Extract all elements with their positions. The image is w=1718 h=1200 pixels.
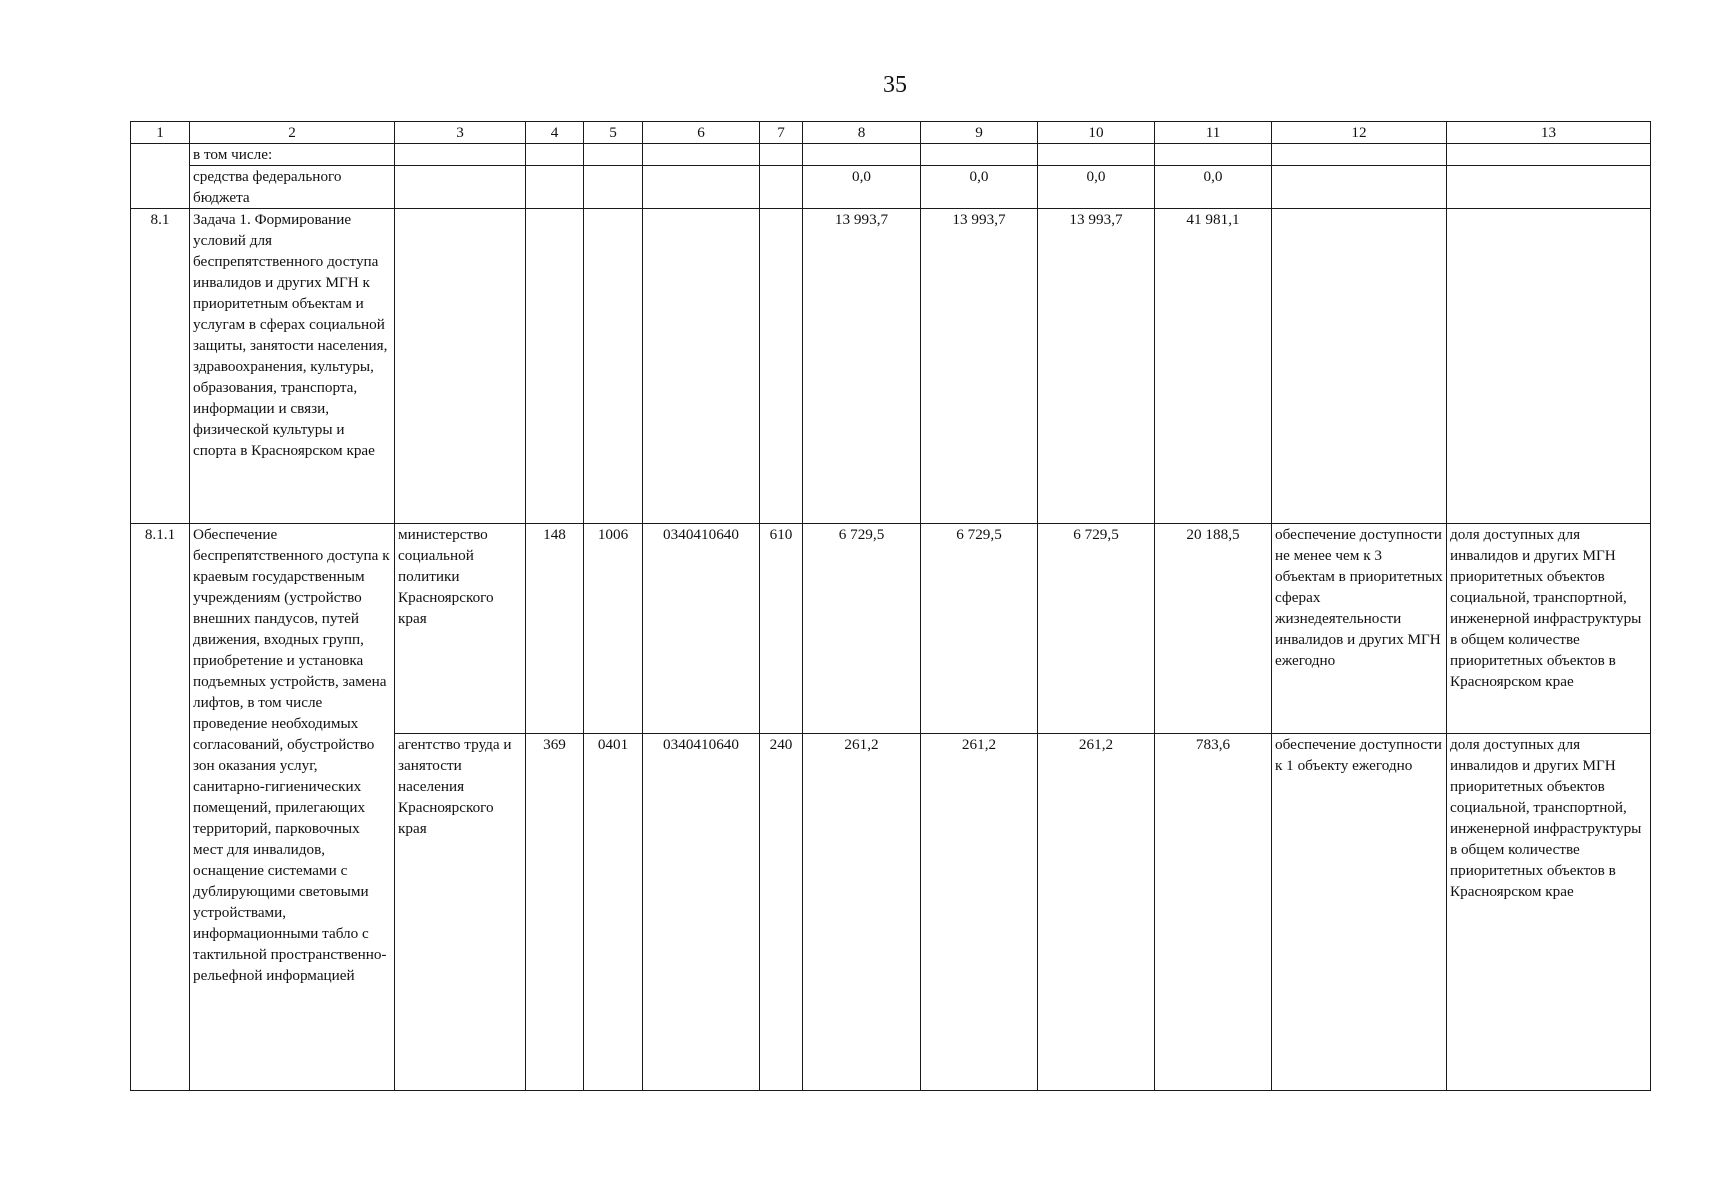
federal-value-10: 0,0 [1038,166,1155,209]
value-9: 261,2 [921,734,1038,1091]
column-header: 12 [1272,122,1447,144]
column-header: 10 [1038,122,1155,144]
code-6: 0340410640 [643,524,760,734]
column-header: 8 [803,122,921,144]
code-4: 369 [526,734,584,1091]
table-cell [1272,144,1447,166]
table-cell [395,166,526,209]
column-header: 5 [584,122,643,144]
column-header: 4 [526,122,584,144]
code-6: 0340410640 [643,734,760,1091]
table-row-including [131,144,1651,166]
table-cell [1272,209,1447,524]
table-cell [526,166,584,209]
value-10: 6 729,5 [1038,524,1155,734]
table-cell [803,144,921,166]
budget-table [130,121,1651,1091]
column-header: 2 [190,122,395,144]
table-cell [760,144,803,166]
column-header: 3 [395,122,526,144]
column-header: 1 [131,122,190,144]
table-row-task [131,209,1651,524]
table-cell [395,144,526,166]
executor: агентство труда и занятости населения Красноярского края [395,734,526,1091]
indicator: доля доступных для инвалидов и других МГН приоритетных объектов социальной, транспортной, инженерной инфраструктуры в общем количестве приоритетных объектов в Красноярском крае [1447,524,1651,734]
task-title: Задача 1. Формирование условий для беспрепятственного доступа инвалидов и других МГН к приоритетным объектам и услугам в сферах социальной защиты, занятости населения, здравоохранения, культуры, образования, транспорта, информации и связи, физической культуры и спорта в Красноярском крае [190,209,395,524]
table-row-federal [131,166,1651,209]
value-8: 261,2 [803,734,921,1091]
expected-result: обеспечение доступности к 1 объекту ежегодно [1272,734,1447,1091]
table-cell [1038,144,1155,166]
task-number: 8.1 [131,209,190,524]
table-cell [643,209,760,524]
task-value-8: 13 993,7 [803,209,921,524]
column-header: 7 [760,122,803,144]
page-number: 35 [883,72,907,98]
table-cell [1447,144,1651,166]
value-10: 261,2 [1038,734,1155,1091]
task-value-10: 13 993,7 [1038,209,1155,524]
code-4: 148 [526,524,584,734]
table-cell [526,144,584,166]
table-cell [526,209,584,524]
indicator: доля доступных для инвалидов и других МГН приоритетных объектов социальной, транспортной, инженерной инфраструктуры в общем количестве приоритетных объектов в Красноярском крае [1447,734,1651,1091]
table-cell [643,166,760,209]
federal-value-8: 0,0 [803,166,921,209]
table-cell [395,209,526,524]
code-5: 1006 [584,524,643,734]
table-header-row [131,122,1651,144]
table-cell [1155,144,1272,166]
code-5: 0401 [584,734,643,1091]
table-cell [643,144,760,166]
value-9: 6 729,5 [921,524,1038,734]
code-7: 240 [760,734,803,1091]
table-cell [760,209,803,524]
table-cell [1447,166,1651,209]
federal-value-11: 0,0 [1155,166,1272,209]
task-value-11: 41 981,1 [1155,209,1272,524]
expected-result: обеспечение доступности не менее чем к 3 объектам в приоритетных сферах жизнедеятельности инвалидов и других МГН ежегодно [1272,524,1447,734]
measure-number: 8.1.1 [131,524,190,1091]
task-value-9: 13 993,7 [921,209,1038,524]
table-row-measure-1 [131,524,1651,734]
column-header: 9 [921,122,1038,144]
federal-budget-label: средства федерального бюджета [190,166,395,209]
value-11: 20 188,5 [1155,524,1272,734]
table-cell [921,144,1038,166]
code-7: 610 [760,524,803,734]
measure-title: Обеспечение беспрепятственного доступа к краевым государственным учреждениям (устройство внешних пандусов, путей движения, входных групп, приобретение и установка подъемных устройств, замена лифтов, в том числе проведение необходимых согласований, обустройство зон оказания услуг, санитарно-гигиенических помещений, прилегающих территорий, парковочных мест для инвалидов, оснащение системами с дублирующими световыми устройствами, информационными табло с тактильной пространственно-рельефной информацией [190,524,395,1091]
executor: министерство социальной политики Красноярского края [395,524,526,734]
table-cell [584,144,643,166]
column-header: 11 [1155,122,1272,144]
value-11: 783,6 [1155,734,1272,1091]
table-cell [584,209,643,524]
table-cell [1447,209,1651,524]
federal-value-9: 0,0 [921,166,1038,209]
value-8: 6 729,5 [803,524,921,734]
table-cell [131,144,190,209]
column-header: 13 [1447,122,1651,144]
including-label: в том числе: [190,144,395,166]
table-cell [584,166,643,209]
table-cell [760,166,803,209]
column-header: 6 [643,122,760,144]
table-cell [1272,166,1447,209]
